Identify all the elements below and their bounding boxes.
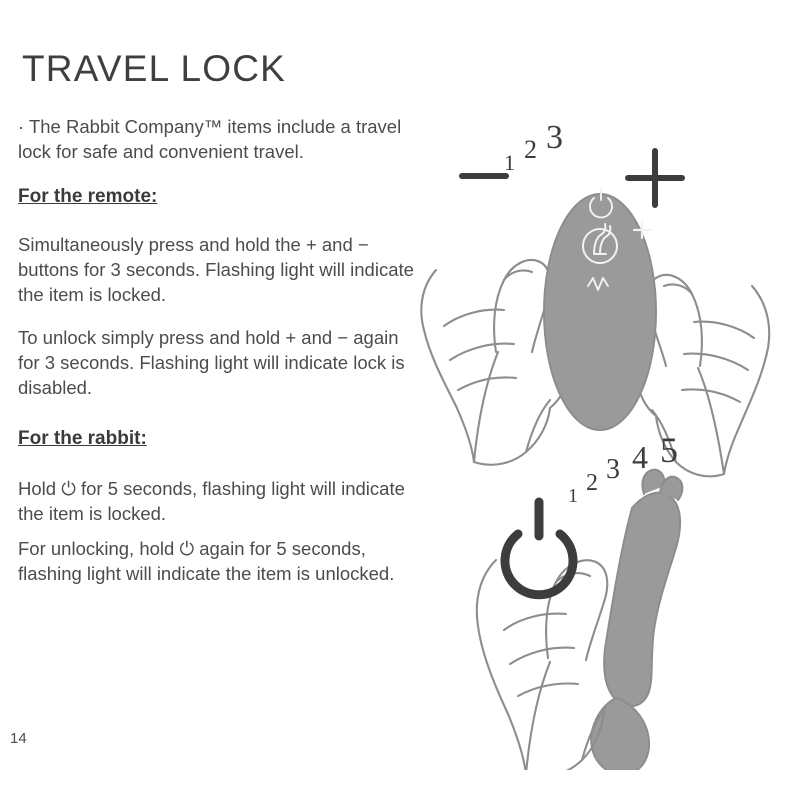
- instructions-column: [18, 114, 418, 604]
- intro-paragraph: · The Rabbit Company™ items include a travel lock for safe and convenient travel.: [18, 116, 402, 162]
- count-label-2: 2: [524, 135, 537, 164]
- rabbit-unlock-paragraph: For unlocking, hold ⏻ again for 5 seconds, flashing light will indicate the item is unlocked.: [18, 538, 395, 584]
- page-title: TRAVEL LOCK: [22, 48, 287, 89]
- power-symbol: [505, 502, 573, 595]
- rabbit-count-label-3: 3: [606, 454, 620, 485]
- rabbit-count-label-1: 1: [568, 485, 578, 507]
- hand-holding-rabbit-illustration: [477, 470, 683, 770]
- section-heading-remote: For the remote:: [18, 186, 158, 207]
- plus-symbol: [628, 151, 682, 205]
- hand-holding-remote-illustration: [421, 151, 769, 476]
- remote-lock-paragraph: Simultaneously press and hold the + and − buttons for 3 seconds. Flashing light will indicate the item is locked.: [18, 234, 414, 305]
- remote-count-labels: [504, 119, 563, 175]
- count-label-1: 1: [504, 150, 515, 175]
- illustration-svg: [400, 90, 800, 770]
- section-heading-rabbit: For the rabbit:: [18, 428, 147, 449]
- rabbit-lock-paragraph: Hold ⏻ for 5 seconds, flashing light will indicate the item is locked.: [18, 478, 405, 524]
- rabbit-count-label-4: 4: [632, 439, 648, 475]
- page-number: 14: [10, 730, 27, 747]
- rabbit-count-label-2: 2: [586, 470, 598, 496]
- count-label-3: 3: [546, 119, 563, 156]
- rabbit-count-label-5: 5: [660, 430, 678, 470]
- remote-unlock-paragraph: To unlock simply press and hold + and − again for 3 seconds. Flashing light will indicate lock is disabled.: [18, 327, 405, 398]
- illustrations-column: [400, 90, 800, 770]
